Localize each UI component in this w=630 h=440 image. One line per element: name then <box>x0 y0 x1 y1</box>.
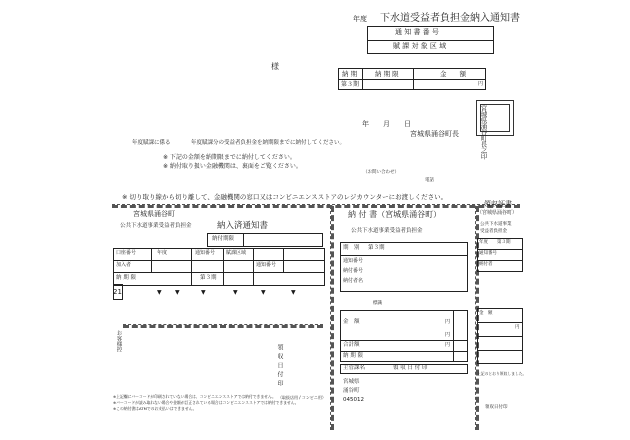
slip1-notice-code-label: 通知番号 <box>256 262 277 268</box>
slip3-fiscal-label: 年度 <box>479 240 488 245</box>
slip3-category-2: 受益者負担金 <box>480 229 507 234</box>
notice-line3: ※ 納付取り扱い金融機関は、裏面をご覧ください。 <box>163 163 302 170</box>
slip2-treasurer-label: 主管課名 <box>343 365 366 371</box>
slip3-subtitle: （宮城県涌谷町） <box>477 210 518 216</box>
slip2-receive-label: 領 収 日 付 印 <box>393 365 428 371</box>
slip2-amount-label: 金 額 <box>343 319 360 325</box>
slip1-lower-code: 21 <box>113 288 122 296</box>
slip2-payee-no-label: 納付番号 <box>343 268 364 274</box>
schedule-deadline-header: 納 期 限 <box>375 70 399 78</box>
slip2-notice-no-label: 通知番号 <box>343 258 364 264</box>
slip2-payee-name-label: 納付者名 <box>343 278 364 284</box>
levy-area-label: 賦 課 対 象 区 域 <box>393 42 447 50</box>
slip-payment-form <box>333 206 473 426</box>
notice-line1: 年度賦課分の受益者負担金を納期限までに納付してください。 <box>191 140 346 146</box>
slip1-notice-no-label: 通知番号 <box>195 250 216 256</box>
document-title: 下水道受益者負担金納入通知書 <box>380 13 520 24</box>
slip3-notice-no-label: 通知番号 <box>479 251 497 256</box>
slip1-receipt-use: （取扱店用 / コンビニ用） <box>278 395 326 400</box>
addressee-suffix: 様 <box>271 62 279 71</box>
slip3-term-label: 第３期 <box>497 240 511 245</box>
slip2-total-label: 合計額 <box>343 342 360 348</box>
slip1-fiscal-label: 年度 <box>157 250 168 256</box>
slip1-note2: ※バーコードが読み取れない場合や金額が訂正されている場合はコンビニエンスストアでは納付できません。 <box>113 400 299 405</box>
slip1-town: 宮城県涌谷町 <box>133 210 175 218</box>
slip2-yen-2: 円 <box>445 332 451 338</box>
slip1-category: 公共下水道事業受益者負担金 <box>120 223 192 229</box>
slip1-term-value: 第３期 <box>200 275 217 281</box>
slip1-amount-label: 納 期 限 <box>116 275 136 281</box>
contact-label: （お問い合わせ） <box>363 170 399 175</box>
schedule-term-header: 納 期 <box>342 70 358 78</box>
slip2-mark-label: 標識 <box>373 301 382 306</box>
seal-text: 宮城県涌谷町長之印 <box>479 105 488 159</box>
slip3-category-1: 公共下水道事業 <box>480 222 512 227</box>
slip2-office-line1: 宮城県 <box>343 379 360 385</box>
schedule-yen-unit: 円 <box>478 81 484 87</box>
slip3-receive-label: 領収日付印 <box>485 405 508 410</box>
official-seal <box>476 100 514 159</box>
slip1-title: 納入済通知書 <box>217 221 269 231</box>
slip2-category: 公共下水道事業受益者負担金 <box>351 228 423 234</box>
notice-line2: ※ 下記の金額を納期限までに納付してください。 <box>163 154 296 161</box>
slip2-term-value: 第３期 <box>368 245 385 251</box>
year-label: 年度 <box>353 15 367 23</box>
slip-receipt <box>477 198 525 426</box>
slip1-account-label: 口座番号 <box>116 250 137 256</box>
cut-instruction: ※ 切り取り線から切り離して、金融機関の窓口又はコンビニエンスストアのレジカウンターにお渡しください。 <box>122 193 448 201</box>
slip1-note3: ※この納付書はATMでのお支払いはできません。 <box>113 406 197 411</box>
slip3-amount-label: 金 額 <box>479 311 493 316</box>
slip2-title: 納 付 書（宮城県涌谷町） <box>348 210 442 219</box>
phone-label: 電話 <box>425 178 434 183</box>
slip2-office-line2: 涌谷町 <box>343 388 360 394</box>
slip1-grid <box>113 248 325 286</box>
slip2-term-label: 期 別 <box>343 245 360 251</box>
slip2-yen-1: 円 <box>445 319 451 325</box>
slip1-customer-label: 加入者 <box>116 262 132 268</box>
slip3-confirm: 上記のとおり領収しました。 <box>477 371 527 376</box>
slip2-deadline-label: 納 期 限 <box>343 353 363 359</box>
slip-payment-notice: 宮城県涌谷町 公共下水道事業受益者負担金 納入済通知書 納付期限 口座番号 加入者 年度 通知番号 賦課区域 通知番号 納 期 限 第３期 ▼ ▼ ▼ ▼ ▼ ▼ 21 お客様控 領収日付印 ※上記欄にバーコードが印刷されていない場合は、コンビニエンスストアでは納付できません。 ※バーコードが読み取れない場合や金額が訂正されている場合はコンビニエンスストアでは納付できません。 ※この納付書はATMでのお支払いはできません。 （取扱店用 / コンビニ用） <box>113 210 326 411</box>
notice-prefix: 年度賦課に係る <box>132 140 171 146</box>
notice-number-label: 通 知 書 番 号 <box>395 28 439 36</box>
slip3-yen: 円 <box>515 325 520 330</box>
schedule-amount-header: 金 額 <box>440 70 466 78</box>
slip1-area-label: 賦課区域 <box>226 250 247 256</box>
schedule-term-value: 第３期 <box>341 81 360 88</box>
slip3-payee-label: 納付者 <box>479 262 493 267</box>
slip1-note1: ※上記欄にバーコードが印刷されていない場合は、コンビニエンスストアでは納付できません。 <box>113 394 276 399</box>
slip2-code: 045012 <box>343 397 364 403</box>
slip1-vertical-note: お客様控 <box>115 330 122 352</box>
slip2-yen-total: 円 <box>445 342 451 348</box>
slip1-deadline-label: 納付期限 <box>212 236 235 242</box>
slip3-title: 領収証書 <box>484 200 512 208</box>
issue-date: 年 月 日 <box>362 120 411 128</box>
issuer-name: 宮城県涌谷町長 <box>410 130 459 138</box>
slip1-receive-label: 領収日付印 <box>276 344 283 389</box>
